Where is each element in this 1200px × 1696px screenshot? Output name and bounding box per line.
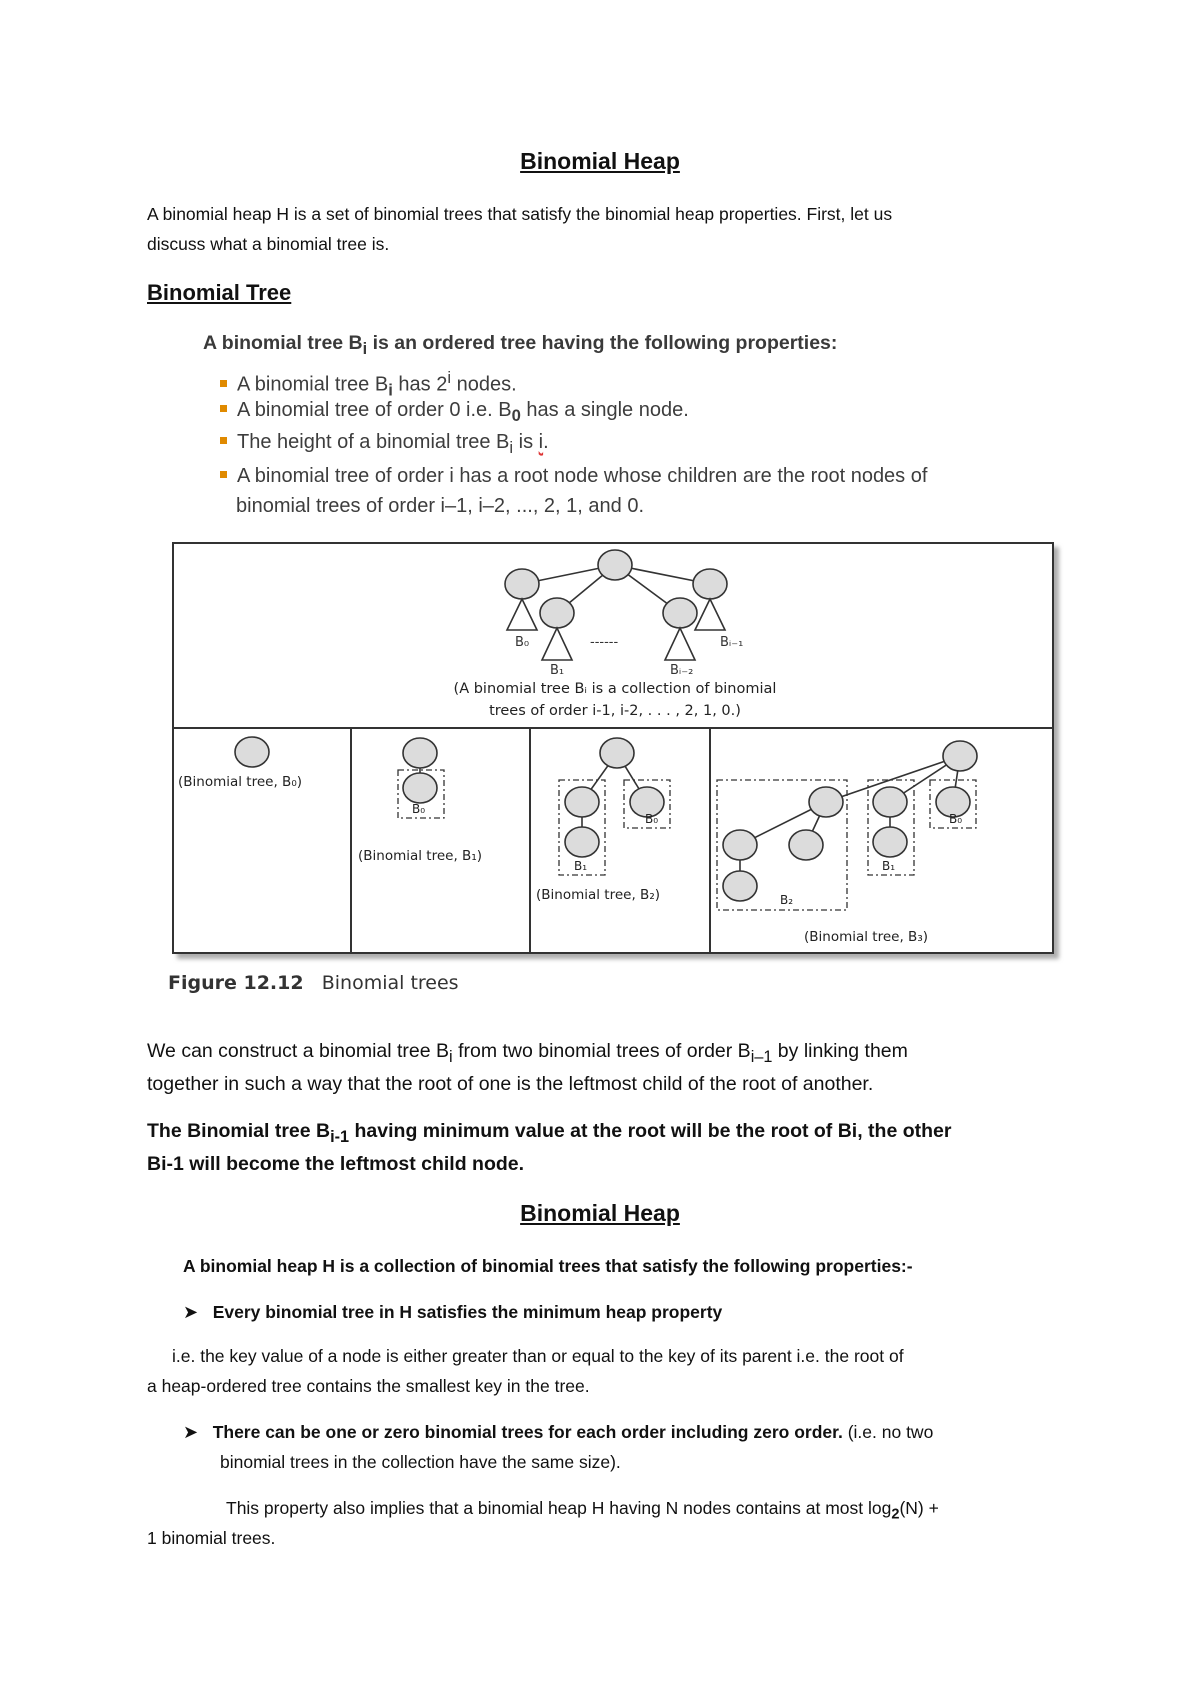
bullet-icon: [220, 380, 227, 387]
prop2-end: has a single node.: [520, 399, 689, 421]
panel2-caption: (Binomial tree, B₁): [358, 848, 482, 864]
tree-node: [723, 830, 757, 860]
prop1-sup: i: [447, 368, 452, 387]
tree-node: [809, 787, 843, 817]
construct-sub: i: [449, 1047, 453, 1066]
section-title-binomial-heap: Binomial Heap: [520, 1200, 680, 1226]
label-b0: B₀: [515, 635, 530, 650]
prop1-label: Every binomial tree in H satisfies the minimum heap property: [212, 1302, 723, 1322]
section-heading-binomial-tree: Binomial Tree: [147, 280, 292, 305]
label-dots: ------: [590, 635, 619, 650]
figure-title: Binomial trees: [321, 972, 459, 994]
tree-node: [565, 787, 599, 817]
tree-node: [235, 737, 269, 767]
panel3-caption: (Binomial tree, B₂): [536, 887, 660, 903]
tree-node: [873, 787, 907, 817]
tree-node: [943, 741, 977, 771]
top-caption-line-2: trees of order i-1, i-2, . . . , 2, 1, 0.): [489, 703, 741, 719]
construct-text: We can construct a binomial tree B: [147, 1040, 450, 1062]
implies-text: This property also implies that a binomial heap H having N nodes contains at most log: [226, 1498, 892, 1518]
bullet-icon: [220, 405, 227, 412]
tree-node: [565, 827, 599, 857]
min-sub: i-1: [330, 1127, 350, 1146]
tree-property-4: [220, 460, 1090, 492]
tree-node: [540, 598, 574, 628]
implies-line-2: 1 binomial trees.: [147, 1528, 276, 1548]
panel4-box-b1-label: B₁: [882, 859, 896, 873]
panel4-box-b2-label: B₂: [780, 893, 794, 907]
prop3-text: The height of a binomial tree B: [237, 431, 510, 453]
tree-node: [403, 773, 437, 803]
prop4-line1: A binomial tree of order i has a root node whose children are the root nodes of: [237, 465, 928, 487]
heap-property-2-line-2: binomial trees in the collection have the same size).: [220, 1452, 621, 1472]
tree-node: [403, 738, 437, 768]
tree-property-4-line-2: binomial trees of order i–1, i–2, ..., 2, 1, and 0.: [236, 495, 645, 517]
tree-node: [789, 830, 823, 860]
prop1-explanation-line-2: a heap-ordered tree contains the smallest key in the tree.: [147, 1376, 590, 1396]
prop1-sub: i: [388, 380, 393, 400]
prop2-bold: There can be one or zero binomial trees for each order including zero order.: [212, 1422, 843, 1442]
tree-node: [600, 738, 634, 768]
implies-line-1: [226, 1492, 939, 1531]
heap-property-2: [183, 1416, 933, 1448]
construct-end: by linking them: [772, 1040, 908, 1062]
intro-line-1: A binomial heap H is a set of binomial trees that satisfy the binomial heap properties. First, let us: [147, 204, 893, 224]
prop3-end: .: [543, 431, 549, 453]
prop2-text: A binomial tree of order 0 i.e. B: [237, 399, 512, 421]
min-text: The Binomial tree B: [147, 1120, 331, 1142]
construct-sub-2: i–1: [750, 1047, 773, 1066]
tree-node: [693, 569, 727, 599]
prop1-text: A binomial tree B: [237, 373, 389, 396]
min-end: having minimum value at the root will be the root of Bi, the other: [349, 1120, 952, 1142]
prop3-sub: i: [509, 438, 514, 457]
construct-line-2: together in such a way that the root of one is the leftmost child of the root of another.: [147, 1073, 874, 1095]
lead-sub: i: [362, 339, 368, 358]
arrow-bullet-icon: ➤: [183, 1422, 199, 1442]
prop2-rest: (i.e. no two: [842, 1422, 934, 1442]
tree-node: [663, 598, 697, 628]
panel2-box-label: B₀: [412, 802, 426, 816]
top-caption-line-1: (A binomial tree Bᵢ is a collection of binomial: [453, 681, 777, 697]
label-bi2: Bᵢ₋₂: [670, 663, 694, 678]
panel4-box-b0-label: B₀: [949, 812, 963, 826]
panel4-caption: (Binomial tree, B₃): [804, 929, 928, 945]
construct-mid: from two binomial trees of order B: [452, 1040, 751, 1062]
panel3-box-left-label: B₁: [574, 859, 588, 873]
prop2-sub: 0: [511, 406, 521, 425]
bullet-icon: [220, 471, 227, 478]
intro-line-2: discuss what a binomial tree is.: [147, 234, 390, 254]
figure-caption: [168, 972, 459, 994]
prop1-end: nodes.: [451, 373, 517, 396]
heap-property-1: [183, 1296, 722, 1328]
tree-node: [598, 550, 632, 580]
tree-property-3: [220, 426, 549, 464]
lead-text-end: is an ordered tree having the following properties:: [367, 332, 838, 354]
min-root-line-2: Bi-1 will become the leftmost child node.: [147, 1153, 525, 1175]
prop1-mid: has 2: [392, 373, 448, 396]
panel1-caption: (Binomial tree, B₀): [178, 774, 302, 790]
lead-text: A binomial tree B: [203, 332, 363, 354]
figure-label: Figure 12.12: [168, 972, 304, 994]
label-b1: B₁: [550, 663, 565, 678]
panel3-box-right-label: B₀: [645, 812, 659, 826]
prop1-explanation-line-1: i.e. the key value of a node is either greater than or equal to the key of its parent i.e. the root of: [172, 1346, 904, 1366]
tree-definition-lead: [203, 332, 837, 359]
prop3-mid: is: [513, 431, 539, 453]
prop3-i: i: [538, 431, 544, 453]
arrow-bullet-icon: ➤: [183, 1302, 199, 1322]
tree-node: [723, 871, 757, 901]
heap-intro: A binomial heap H is a collection of binomial trees that satisfy the following properties:-: [183, 1256, 913, 1276]
bullet-icon: [220, 437, 227, 444]
tree-node: [873, 827, 907, 857]
page-title: Binomial Heap: [520, 148, 680, 174]
label-bi1: Bᵢ₋₁: [720, 635, 744, 650]
tree-node: [505, 569, 539, 599]
implies-end: (N) +: [899, 1498, 939, 1518]
binomial-trees-figure: [170, 540, 1070, 1000]
implies-sub: 2: [891, 1506, 900, 1523]
